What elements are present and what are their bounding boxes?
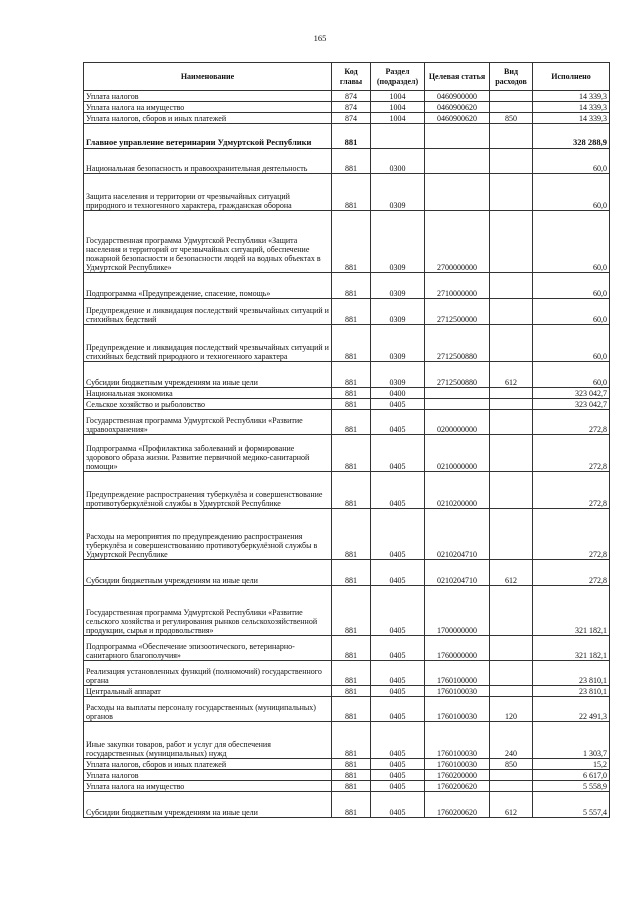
cell-code: 881 [332,636,371,661]
table-row [84,91,610,102]
cell-name: Уплата налогов [84,91,332,102]
page-number: 165 [313,33,327,43]
cell-target [425,388,490,399]
cell-name: Предупреждение распространения туберкулёза и совершенствование противотуберкулёзной службы в Удмуртской Республике [84,472,332,509]
cell-code: 881 [332,770,371,781]
cell-code: 881 [332,149,371,174]
cell-type [490,472,533,509]
cell-code: 881 [332,325,371,362]
cell-amount: 272,8 [533,560,610,586]
cell-type [490,410,533,435]
table-row [84,586,610,636]
cell-amount: 1 303,7 [533,722,610,759]
cell-target: 0210000000 [425,435,490,472]
cell-section: 0405 [371,472,425,509]
cell-section: 0405 [371,770,425,781]
table-row [84,113,610,124]
cell-amount: 321 182,1 [533,636,610,661]
cell-target: 0200000000 [425,410,490,435]
cell-amount: 321 182,1 [533,586,610,636]
cell-code: 881 [332,388,371,399]
cell-amount: 22 491,3 [533,697,610,722]
cell-amount: 6 617,0 [533,770,610,781]
cell-type [490,435,533,472]
table-row [84,399,610,410]
cell-target: 1760000000 [425,636,490,661]
cell-name: Субсидии бюджетным учреждениям на иные цели [84,560,332,586]
cell-type [490,770,533,781]
cell-target [425,124,490,149]
cell-name: Расходы на выплаты персоналу государственных (муниципальных) органов [84,697,332,722]
cell-name: Предупреждение и ликвидация последствий чрезвычайных ситуаций и стихийных бедствий [84,299,332,325]
cell-section: 0405 [371,722,425,759]
cell-target: 0460900620 [425,102,490,113]
cell-code: 881 [332,586,371,636]
table-row [84,273,610,299]
cell-type: 612 [490,792,533,818]
cell-section: 0405 [371,661,425,686]
cell-section: 0405 [371,636,425,661]
cell-section: 0405 [371,560,425,586]
cell-code: 881 [332,435,371,472]
table-row [84,211,610,273]
cell-code: 881 [332,124,371,149]
cell-amount: 272,8 [533,472,610,509]
cell-code: 881 [332,509,371,560]
cell-target: 1760100000 [425,661,490,686]
cell-name: Национальная безопасность и правоохранительная деятельность [84,149,332,174]
table-row [84,410,610,435]
cell-type [490,636,533,661]
cell-type [490,211,533,273]
cell-target: 2712500880 [425,362,490,388]
cell-target: 2710000000 [425,273,490,299]
cell-name: Расходы на мероприятия по предупреждению распространения туберкулёза и совершенствованию противотуберкулёзной службы в Удмуртской Республике [84,509,332,560]
table-row [84,792,610,818]
cell-section: 0405 [371,435,425,472]
cell-amount: 323 042,7 [533,388,610,399]
cell-target [425,399,490,410]
cell-section: 0309 [371,325,425,362]
table-row [84,102,610,113]
table-row [84,435,610,472]
cell-type [490,686,533,697]
cell-name: Иные закупки товаров, работ и услуг для обеспечения государственных (муниципальных) нужд [84,722,332,759]
table-row [84,174,610,211]
cell-target: 1700000000 [425,586,490,636]
cell-target: 1760100030 [425,686,490,697]
cell-section: 1004 [371,102,425,113]
cell-target: 1760100030 [425,722,490,759]
table-body [84,91,610,818]
cell-section: 0405 [371,686,425,697]
cell-amount: 60,0 [533,149,610,174]
cell-target [425,149,490,174]
cell-name: Предупреждение и ликвидация последствий чрезвычайных ситуаций и стихийных бедствий природного и техногенного характера [84,325,332,362]
cell-section: 0400 [371,388,425,399]
cell-amount: 323 042,7 [533,399,610,410]
cell-type [490,399,533,410]
cell-name: Сельское хозяйство и рыболовство [84,399,332,410]
cell-name: Подпрограмма «Обеспечение эпизоотического, ветеринарно-санитарного благополучия» [84,636,332,661]
cell-section: 0405 [371,792,425,818]
cell-code: 881 [332,560,371,586]
cell-name: Защита населения и территории от чрезвычайных ситуаций природного и техногенного характера, гражданская оборона [84,174,332,211]
cell-name: Уплата налога на имущество [84,102,332,113]
cell-code: 881 [332,792,371,818]
cell-name: Субсидии бюджетным учреждениям на иные цели [84,792,332,818]
cell-target: 1760200000 [425,770,490,781]
table-row [84,388,610,399]
cell-section: 0405 [371,781,425,792]
cell-code: 874 [332,113,371,124]
cell-section: 0309 [371,299,425,325]
cell-target: 0460900620 [425,113,490,124]
cell-target: 1760200620 [425,792,490,818]
cell-amount: 272,8 [533,435,610,472]
cell-type: 612 [490,362,533,388]
cell-target: 0460900000 [425,91,490,102]
header-section: Раздел (подраздел) [371,63,425,91]
cell-amount: 60,0 [533,273,610,299]
cell-section: 0405 [371,697,425,722]
cell-amount: 60,0 [533,299,610,325]
table-row [84,636,610,661]
header-amount: Исполнено [533,63,610,91]
cell-amount: 14 339,3 [533,102,610,113]
cell-type [490,102,533,113]
cell-amount: 5 557,4 [533,792,610,818]
cell-code: 881 [332,273,371,299]
cell-amount: 14 339,3 [533,113,610,124]
cell-section: 0405 [371,399,425,410]
cell-target: 1760100030 [425,697,490,722]
cell-type [490,299,533,325]
header-name: Наименование [84,63,332,91]
cell-amount: 272,8 [533,410,610,435]
cell-type [490,509,533,560]
cell-type [490,325,533,362]
cell-name: Подпрограмма «Предупреждение, спасение, помощь» [84,273,332,299]
cell-name: Реализация установленных функций (полномочий) государственного органа [84,661,332,686]
cell-section: 0309 [371,174,425,211]
cell-type [490,661,533,686]
cell-code: 881 [332,299,371,325]
table-row [84,325,610,362]
cell-code: 881 [332,472,371,509]
cell-amount: 23 810,1 [533,661,610,686]
cell-target: 1760200620 [425,781,490,792]
cell-amount: 5 558,9 [533,781,610,792]
cell-code: 881 [332,661,371,686]
cell-target: 2712500000 [425,299,490,325]
header-target: Целевая статья [425,63,490,91]
cell-amount: 60,0 [533,211,610,273]
cell-name: Уплата налогов [84,770,332,781]
cell-code: 881 [332,410,371,435]
header-row [84,63,610,91]
cell-name: Уплата налогов, сборов и иных платежей [84,113,332,124]
cell-type: 240 [490,722,533,759]
cell-section: 0405 [371,410,425,435]
cell-section: 0309 [371,273,425,299]
cell-type [490,174,533,211]
cell-target: 0210200000 [425,472,490,509]
cell-type: 120 [490,697,533,722]
cell-name: Уплата налогов, сборов и иных платежей [84,759,332,770]
cell-code: 881 [332,697,371,722]
cell-section: 0300 [371,149,425,174]
table-row [84,686,610,697]
cell-target: 0210204710 [425,509,490,560]
table-row [84,299,610,325]
cell-section: 0309 [371,362,425,388]
cell-type: 850 [490,759,533,770]
cell-target [425,174,490,211]
table-row [84,362,610,388]
table-row [84,560,610,586]
cell-type [490,388,533,399]
cell-target: 2700000000 [425,211,490,273]
cell-amount: 15,2 [533,759,610,770]
cell-section: 1004 [371,91,425,102]
cell-amount: 14 339,3 [533,91,610,102]
table-row [84,770,610,781]
cell-name: Государственная программа Удмуртской Республики «Развитие сельского хозяйства и регулирования рынков сельскохозяйственной продукции, сырья и продовольствия» [84,586,332,636]
cell-amount: 60,0 [533,325,610,362]
cell-name: Национальная экономика [84,388,332,399]
cell-type [490,91,533,102]
cell-name: Подпрограмма «Профилактика заболеваний и формирование здорового образа жизни. Развитие первичной медико-санитарной помощи» [84,435,332,472]
cell-code: 881 [332,399,371,410]
cell-code: 874 [332,102,371,113]
budget-table [83,62,610,818]
cell-section: 0405 [371,509,425,560]
cell-code: 881 [332,759,371,770]
cell-name: Уплата налога на имущество [84,781,332,792]
cell-type [490,149,533,174]
cell-code: 881 [332,362,371,388]
cell-target: 0210204710 [425,560,490,586]
header-type: Вид расходов [490,63,533,91]
cell-type: 612 [490,560,533,586]
cell-section [371,124,425,149]
cell-type: 850 [490,113,533,124]
cell-amount: 60,0 [533,362,610,388]
cell-name: Центральный аппарат [84,686,332,697]
cell-code: 881 [332,781,371,792]
cell-code: 881 [332,722,371,759]
cell-section: 0405 [371,586,425,636]
cell-code: 881 [332,686,371,697]
table-row [84,472,610,509]
cell-type [490,781,533,792]
cell-code: 874 [332,91,371,102]
cell-section: 0309 [371,211,425,273]
cell-amount: 23 810,1 [533,686,610,697]
cell-type [490,273,533,299]
cell-section: 1004 [371,113,425,124]
cell-amount: 60,0 [533,174,610,211]
cell-code: 881 [332,211,371,273]
table-row [84,509,610,560]
cell-type [490,124,533,149]
cell-amount: 272,8 [533,509,610,560]
table-row [84,722,610,759]
table-row [84,661,610,686]
table-row [84,781,610,792]
cell-section: 0405 [371,759,425,770]
cell-target: 2712500880 [425,325,490,362]
cell-code: 881 [332,174,371,211]
header-code: Код главы [332,63,371,91]
cell-name: Государственная программа Удмуртской Республики «Защита населения и территорий от чрезвычайных ситуаций, обеспечение пожарной безопасности и безопасности людей на водных объектах в Удмуртской Республике» [84,211,332,273]
table-row [84,759,610,770]
table-row [84,124,610,149]
table-row [84,149,610,174]
cell-type [490,586,533,636]
cell-name: Главное управление ветеринарии Удмуртской Республики [84,124,332,149]
cell-name: Государственная программа Удмуртской Республики «Развитие здравоохранения» [84,410,332,435]
cell-name: Субсидии бюджетным учреждениям на иные цели [84,362,332,388]
cell-target: 1760100030 [425,759,490,770]
cell-amount: 328 288,9 [533,124,610,149]
table-row [84,697,610,722]
